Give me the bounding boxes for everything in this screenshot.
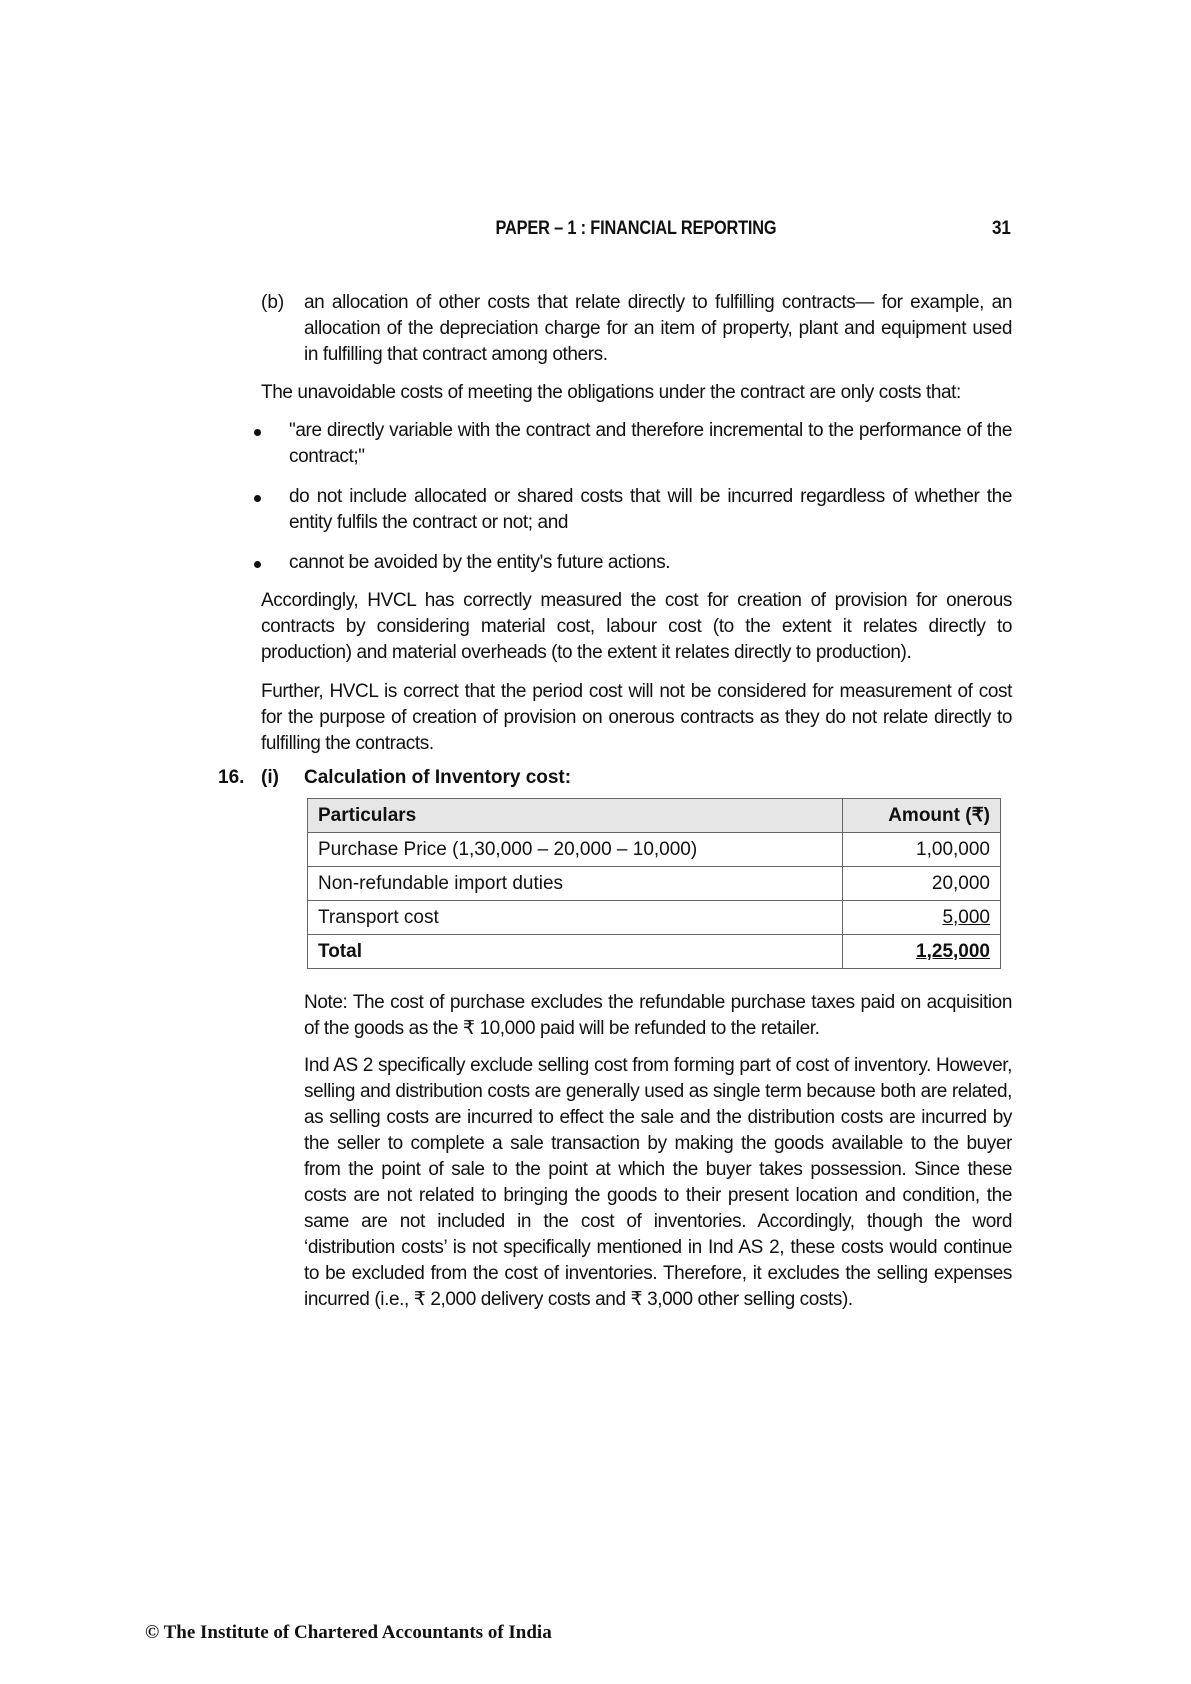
question-number: 16. [218, 767, 245, 788]
bullet-icon [254, 495, 261, 502]
table-total-row [308, 935, 1001, 969]
particulars-cell: Purchase Price (1,30,000 – 20,000 – 10,000) [308, 833, 843, 867]
ind-as-paragraph: Ind AS 2 specifically exclude selling cost from forming part of cost of inventory. However, selling and distribution costs are generally used as single term because both are related, as selling costs are incurred to effect the sale and the distribution costs are incurred by the seller to complete a sale transaction by making the goods available to the buyer from the point of sale to the point at which the buyer takes possession. Since these costs are not related to bringing the goods to their present location and condition, the same are not included in the cost of inventories. Accordingly, though the word ‘distribution costs’ is not specifically mentioned in Ind AS 2, these costs would continue to be excluded from the cost of inventories. Therefore, it excludes the selling expenses incurred (i.e., ₹ 2,000 delivery costs and ₹ 3,000 other selling costs). [304, 1055, 1012, 1310]
paper-title: PAPER – 1 : FINANCIAL REPORTING [495, 218, 777, 239]
total-amount-cell [843, 935, 1001, 969]
table-header-row [308, 799, 1001, 833]
item-b-label: (b) [261, 292, 285, 313]
copyright-footer: © The Institute of Chartered Accountants of India [145, 1622, 552, 1643]
unavoidable-intro: The unavoidable costs of meeting the obligations under the contract are only costs that: [261, 382, 961, 403]
note-paragraph: Note: The cost of purchase excludes the refundable purchase taxes paid on acquisition of the goods as the ₹ 10,000 paid will be refunded to the retailer. [304, 992, 1012, 1039]
total-amount-value: 1,25,000 [916, 940, 990, 962]
amount-cell [843, 901, 1001, 935]
particulars-cell: Non-refundable import duties [308, 867, 843, 901]
bullet-item: cannot be avoided by the entity's future actions. [289, 552, 671, 573]
accordingly-paragraph: Accordingly, HVCL has correctly measured the cost for creation of provision for onerous contracts by considering material cost, labour cost (to the extent it relates directly to production) and material overheads (to the extent it relates directly to production). [261, 590, 1012, 663]
bullet-item: do not include allocated or shared costs that will be incurred regardless of whether the entity fulfils the contract or not; and [289, 486, 1012, 533]
inventory-cost-table [307, 798, 1001, 969]
question-subpart: (i) [261, 767, 279, 788]
item-b-text: an allocation of other costs that relate directly to fulfilling contracts— for example, an allocation of the depreciation charge for an item of property, plant and equipment used in fulfilling that contract among others. [304, 292, 1012, 365]
amount-value: 5,000 [942, 906, 990, 928]
table-row [308, 867, 1001, 901]
bullet-item: "are directly variable with the contract and therefore incremental to the performance of the contract;" [289, 420, 1012, 467]
question-title: Calculation of Inventory cost: [304, 767, 572, 788]
total-label-cell: Total [308, 935, 843, 969]
amount-cell: 1,00,000 [843, 833, 1001, 867]
amount-cell: 20,000 [843, 867, 1001, 901]
page-number: 31 [992, 218, 1011, 239]
table-row [308, 901, 1001, 935]
column-header-amount: Amount (₹) [843, 799, 1001, 833]
table-row [308, 833, 1001, 867]
further-paragraph: Further, HVCL is correct that the period cost will not be considered for measurement of cost for the purpose of creation of provision on onerous contracts as they do not relate directly to fulfilling the contracts. [261, 681, 1012, 754]
column-header-particulars: Particulars [308, 799, 843, 833]
bullet-icon [254, 429, 261, 436]
particulars-cell: Transport cost [308, 901, 843, 935]
bullet-icon [254, 561, 261, 568]
